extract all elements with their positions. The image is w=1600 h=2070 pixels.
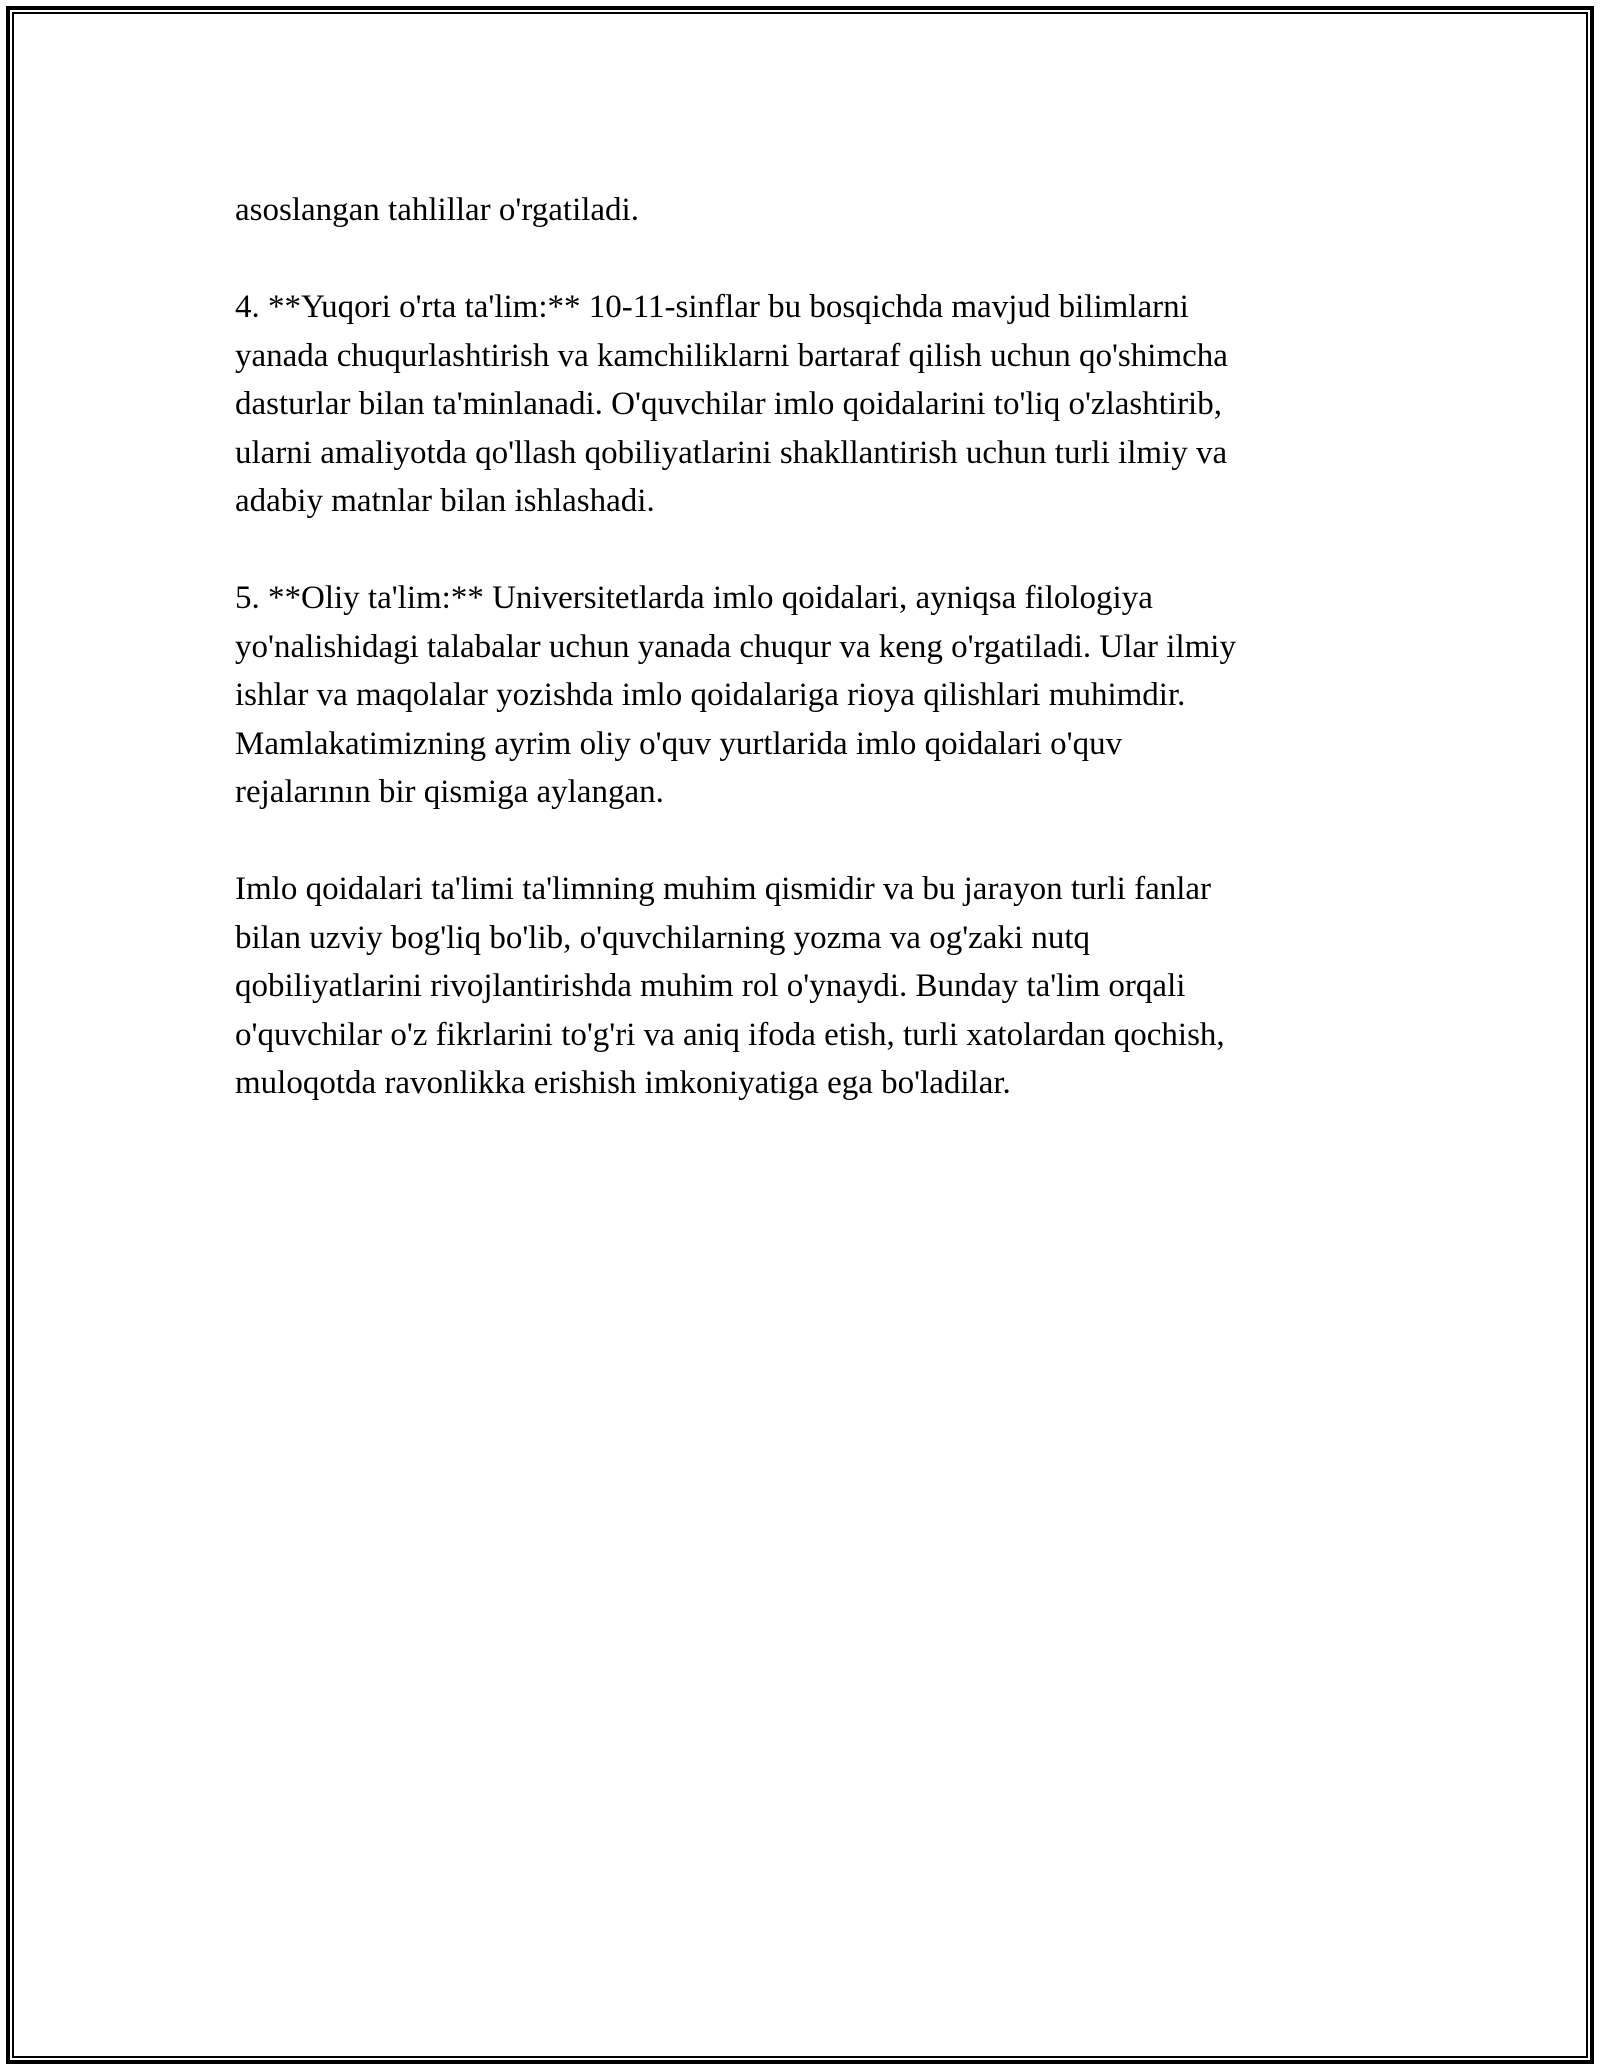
text-line: muloqotda ravonlikka erishish imkoniyatiga ega bo'ladilar. [235,1065,1011,1101]
text-line: 4. **Yuqori o'rta ta'lim:** 10-11-sinflar bu bosqichda mavjud bilimlarni [235,289,1189,325]
paragraph-continuation [235,186,1395,235]
text-line: asoslangan tahlillar o'rgatiladi. [235,192,639,228]
text-line: dasturlar bilan ta'minlanadi. O'quvchilar imlo qoidalarini to'liq o'zlashtirib, [235,386,1222,422]
paragraph-upper-secondary [235,283,1395,526]
text-line: Imlo qoidalari ta'limi ta'limning muhim qismidir va bu jarayon turli fanlar [235,871,1212,907]
text-line: bilan uzviy bog'liq bo'lib, o'quvchilarning yozma va og'zaki nutq [235,919,1091,956]
text-line: Mamlakatimizning ayrim oliy o'quv yurtlarida imlo qoidalari o'quv [235,725,1123,762]
text-line: yo'nalishidagi talabalar uchun yanada chuqur va keng o'rgatiladi. Ular ilmiy [235,628,1236,665]
text-line: o'quvchilar o'z fikrlarini to'g'ri va aniq ifoda etish, turli xatolardan qochish, [235,1016,1225,1053]
text-line: adabiy matnlar bilan ishlashadi. [235,483,655,519]
text-line: ularni amaliyotda qo'llash qobiliyatlarini shakllantirish uchun turli ilmiy va [235,434,1228,471]
text-line: qobiliyatlarini rivojlantirishda muhim rol o'ynaydi. Bunday ta'lim orqali [235,968,1186,1004]
text-line: 5. **Oliy ta'lim:** Universitetlarda imlo qoidalari, ayniqsa filologiya [235,580,1153,616]
paragraph-conclusion [235,865,1395,1108]
text-line: rejalarının bir qismiga aylangan. [235,774,664,810]
text-line: ishlar va maqolalar yozishda imlo qoidalariga rioya qilishlari muhimdir. [235,677,1186,713]
document-body [235,186,1395,1156]
text-line: yanada chuqurlashtirish va kamchiliklarni bartaraf qilish uchun qo'shimcha [235,337,1228,374]
paragraph-higher-education [235,574,1395,817]
